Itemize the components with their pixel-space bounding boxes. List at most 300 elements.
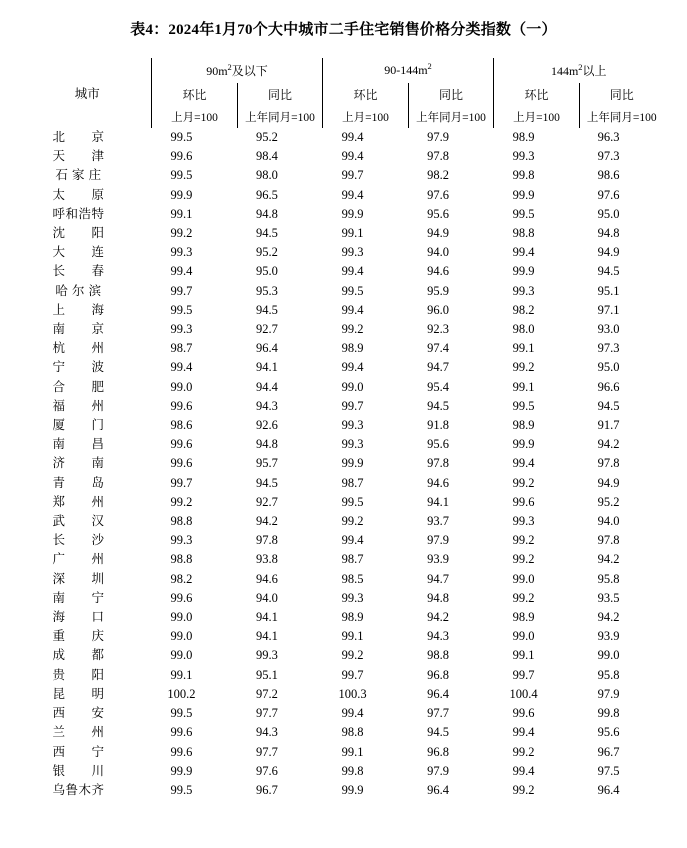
index-value-cell: 94.1	[256, 629, 278, 644]
index-value-cell: 95.2	[256, 130, 278, 144]
table-row	[23, 282, 663, 301]
index-value-cell: 99.4	[512, 456, 535, 471]
index-value-cell: 99.3	[256, 648, 278, 663]
index-value-cell: 99.9	[341, 456, 364, 471]
index-value-cell: 97.9	[427, 763, 449, 778]
city-name-cell: 乌鲁木齐	[52, 782, 105, 797]
city-name-cell: 南 宁	[52, 590, 105, 605]
index-value-cell: 99.3	[170, 245, 193, 260]
table-row	[23, 646, 663, 665]
city-name-cell: 沈 阳	[52, 226, 105, 241]
index-value-cell: 100.3	[338, 686, 367, 701]
table-row	[23, 723, 663, 742]
city-name-cell: 厦 门	[52, 418, 105, 433]
table-row	[23, 378, 663, 397]
index-value-cell: 96.0	[427, 302, 449, 317]
index-value-cell: 98.8	[512, 226, 535, 241]
index-value-cell: 99.7	[170, 475, 193, 490]
index-value-cell: 99.0	[170, 629, 193, 644]
index-value-cell: 94.3	[256, 725, 278, 740]
index-value-cell: 99.2	[512, 590, 535, 605]
index-value-cell: 94.8	[427, 590, 449, 605]
index-value-cell: 95.6	[597, 725, 620, 740]
index-value-cell: 97.8	[427, 149, 449, 164]
index-value-cell: 97.8	[597, 456, 620, 471]
index-value-cell: 99.2	[341, 322, 364, 337]
index-value-cell: 95.8	[597, 571, 620, 586]
index-value-cell: 99.2	[341, 648, 364, 663]
index-value-cell: 99.3	[341, 590, 364, 605]
index-value-cell: 92.3	[427, 322, 449, 337]
index-value-cell: 99.5	[341, 494, 364, 509]
index-value-cell: 97.1	[597, 302, 620, 317]
index-value-cell: 99.3	[341, 437, 364, 452]
city-name-cell: 兰 州	[52, 725, 105, 740]
index-value-cell: 97.9	[427, 533, 449, 548]
col-header-mom-small: 环比	[151, 83, 237, 106]
index-value-cell: 96.4	[256, 341, 278, 356]
city-name-cell: 武 汉	[52, 514, 105, 529]
city-name-cell: 福 州	[52, 398, 105, 413]
city-name-cell: 哈 尔 滨	[55, 283, 102, 298]
index-value-cell: 97.9	[597, 686, 620, 701]
index-value-cell: 97.8	[427, 456, 449, 471]
index-value-cell: 96.8	[427, 744, 449, 759]
index-value-cell: 99.3	[170, 533, 193, 548]
index-value-cell: 95.0	[256, 264, 278, 279]
table-row	[23, 743, 663, 762]
index-value-cell: 98.0	[512, 322, 535, 337]
index-value-cell: 99.4	[341, 706, 364, 721]
index-value-cell: 96.7	[256, 782, 278, 797]
index-value-cell: 94.1	[256, 360, 278, 375]
index-value-cell: 99.4	[341, 187, 364, 202]
superscript-2: 2	[578, 61, 583, 72]
city-name-cell: 宁 波	[52, 360, 105, 375]
index-value-cell: 99.2	[512, 360, 535, 375]
index-value-cell: 98.4	[256, 149, 278, 164]
index-value-cell: 99.4	[341, 264, 364, 279]
table-row	[23, 512, 663, 531]
index-value-cell: 99.5	[512, 206, 535, 221]
index-value-cell: 94.4	[256, 379, 278, 394]
index-value-cell: 97.9	[427, 130, 449, 144]
index-value-cell: 96.5	[256, 187, 278, 202]
table-row	[23, 454, 663, 473]
index-value-cell: 94.9	[427, 226, 449, 241]
index-value-cell: 95.8	[597, 667, 620, 682]
index-value-cell: 94.1	[427, 494, 449, 509]
price-index-table	[23, 58, 663, 800]
city-name-cell: 广 州	[52, 552, 105, 567]
index-value-cell: 92.6	[256, 418, 278, 433]
base-label-yoy-medium: 上年同月=100	[409, 106, 494, 128]
city-name-cell: 石 家 庄	[55, 168, 102, 183]
index-value-cell: 99.4	[170, 264, 193, 279]
city-name-cell: 杭 州	[52, 341, 105, 356]
index-value-cell: 94.9	[597, 245, 620, 260]
table-row	[23, 435, 663, 454]
city-name-cell: 南 昌	[52, 437, 105, 452]
city-name-cell: 青 岛	[52, 475, 105, 490]
city-name-cell: 贵 阳	[52, 667, 105, 682]
col-header-city: 城市	[23, 58, 151, 128]
col-header-yoy-large: 同比	[609, 88, 634, 102]
index-value-cell: 98.0	[256, 168, 278, 183]
index-value-cell: 100.2	[167, 686, 196, 701]
index-value-cell: 97.7	[427, 706, 449, 721]
index-value-cell: 99.0	[512, 571, 535, 586]
index-value-cell: 94.8	[256, 437, 278, 452]
index-value-cell: 94.0	[597, 514, 620, 529]
index-value-cell: 99.6	[512, 706, 535, 721]
table-row	[23, 627, 663, 646]
index-value-cell: 93.8	[256, 552, 278, 567]
city-name-cell: 长 春	[52, 264, 105, 279]
index-value-cell: 99.1	[170, 206, 193, 221]
index-value-cell: 98.8	[170, 552, 193, 567]
index-value-cell: 99.2	[512, 744, 535, 759]
index-value-cell: 99.5	[170, 706, 193, 721]
index-value-cell: 99.7	[341, 667, 364, 682]
index-value-cell: 99.4	[341, 360, 364, 375]
city-name-cell: 南 京	[52, 322, 105, 337]
city-name-cell: 天 津	[52, 149, 105, 164]
index-value-cell: 99.3	[512, 514, 535, 529]
index-value-cell: 99.2	[512, 782, 535, 797]
index-value-cell: 98.8	[170, 514, 193, 529]
index-value-cell: 99.3	[512, 283, 535, 298]
base-label-mom-small: 上月=100	[151, 106, 237, 128]
index-value-cell: 94.5	[256, 302, 278, 317]
index-value-cell: 98.9	[512, 130, 535, 144]
table-row	[23, 301, 663, 320]
table-row	[23, 128, 663, 147]
index-value-cell: 94.5	[597, 264, 620, 279]
index-value-cell: 99.7	[512, 667, 535, 682]
index-value-cell: 99.3	[512, 149, 535, 164]
index-value-cell: 99.9	[170, 763, 193, 778]
index-value-cell: 99.6	[170, 149, 193, 164]
index-value-cell: 93.9	[427, 552, 449, 567]
city-name-cell: 呼和浩特	[52, 206, 105, 221]
index-value-cell: 99.9	[512, 437, 535, 452]
table-header-row-groups	[23, 58, 663, 83]
index-value-cell: 99.7	[341, 398, 364, 413]
col-header-yoy-medium: 同比	[409, 83, 494, 106]
table-row	[23, 416, 663, 435]
index-value-cell: 99.4	[512, 725, 535, 740]
index-value-cell: 94.6	[256, 571, 278, 586]
index-value-cell: 99.8	[597, 706, 620, 721]
city-name-cell: 重 庆	[52, 629, 105, 644]
index-value-cell: 100.4	[509, 686, 538, 701]
table-row	[23, 531, 663, 550]
index-value-cell: 99.7	[170, 283, 193, 298]
table-row	[23, 320, 663, 339]
index-value-cell: 99.0	[170, 648, 193, 663]
index-value-cell: 99.6	[170, 725, 193, 740]
index-value-cell: 97.5	[597, 763, 620, 778]
index-value-cell: 99.3	[341, 418, 364, 433]
index-value-cell: 98.9	[512, 610, 535, 625]
index-value-cell: 94.2	[256, 514, 278, 529]
index-value-cell: 98.9	[341, 341, 364, 356]
index-value-cell: 99.2	[170, 226, 193, 241]
index-value-cell: 99.1	[512, 379, 535, 394]
index-value-cell: 96.8	[427, 667, 449, 682]
index-value-cell: 98.5	[341, 571, 364, 586]
index-value-cell: 99.3	[341, 245, 364, 260]
index-value-cell: 99.4	[512, 763, 535, 778]
city-name-cell: 西 安	[52, 706, 105, 721]
index-value-cell: 99.0	[512, 629, 535, 644]
index-value-cell: 98.7	[341, 475, 364, 490]
index-value-cell: 96.4	[427, 782, 449, 797]
index-value-cell: 97.6	[427, 187, 449, 202]
city-name-cell: 海 口	[52, 610, 105, 625]
index-value-cell: 99.4	[512, 245, 535, 260]
table-row	[23, 589, 663, 608]
index-value-cell: 99.2	[512, 552, 535, 567]
index-value-cell: 98.2	[427, 168, 449, 183]
city-name-cell: 大 连	[52, 245, 105, 260]
index-value-cell: 99.1	[512, 341, 535, 356]
index-value-cell: 99.5	[170, 168, 193, 183]
table-row	[23, 685, 663, 704]
index-value-cell: 98.2	[512, 302, 535, 317]
city-name-cell: 上 海	[52, 302, 105, 317]
index-value-cell: 97.7	[256, 706, 278, 721]
city-name-cell: 深 圳	[52, 571, 105, 586]
table-row	[23, 205, 663, 224]
index-value-cell: 94.6	[427, 264, 449, 279]
index-value-cell: 99.5	[170, 302, 193, 317]
index-value-cell: 99.2	[341, 514, 364, 529]
city-name-cell: 北 京	[52, 130, 105, 144]
index-value-cell: 95.0	[597, 206, 620, 221]
index-value-cell: 99.6	[170, 437, 193, 452]
table-row	[23, 666, 663, 685]
index-value-cell: 94.2	[597, 610, 620, 625]
index-value-cell: 99.3	[170, 322, 193, 337]
city-name-cell: 太 原	[52, 187, 105, 202]
base-label-mom-large: 上月=100	[494, 106, 580, 128]
index-value-cell: 95.1	[256, 667, 278, 682]
superscript-2: 2	[227, 61, 232, 72]
index-value-cell: 96.3	[597, 130, 620, 144]
index-value-cell: 99.6	[170, 744, 193, 759]
index-value-cell: 94.2	[597, 437, 620, 452]
city-name-cell: 济 南	[52, 456, 105, 471]
index-value-cell: 97.6	[597, 187, 620, 202]
table-row	[23, 186, 663, 205]
index-value-cell: 94.0	[427, 245, 449, 260]
index-value-cell: 99.9	[341, 206, 364, 221]
index-value-cell: 98.2	[170, 571, 193, 586]
index-value-cell: 95.9	[427, 283, 449, 298]
index-value-cell: 99.6	[170, 456, 193, 471]
city-name-cell: 郑 州	[52, 494, 105, 509]
index-value-cell: 99.9	[512, 187, 535, 202]
index-value-cell: 99.5	[512, 398, 535, 413]
superscript-2: 2	[427, 60, 432, 71]
col-group-header-medium: $90-144m^2$	[323, 58, 494, 83]
index-value-cell: 99.5	[170, 130, 193, 144]
index-value-cell: 99.6	[512, 494, 535, 509]
col-group-header-small: $90m^2$及以下	[151, 58, 322, 83]
index-value-cell: 97.6	[256, 763, 278, 778]
index-value-cell: 99.0	[341, 379, 364, 394]
base-label-mom-medium: 上月=100	[323, 106, 409, 128]
index-value-cell: 99.1	[170, 667, 193, 682]
col-header-mom-medium: 环比	[323, 83, 409, 106]
index-value-cell: 99.9	[341, 782, 364, 797]
index-value-cell: 92.7	[256, 322, 278, 337]
table-row	[23, 762, 663, 781]
index-value-cell: 97.8	[597, 533, 620, 548]
index-value-cell: 94.7	[427, 571, 449, 586]
index-value-cell: 94.3	[256, 398, 278, 413]
city-name-cell: 成 都	[52, 648, 105, 663]
document-page	[0, 20, 687, 848]
index-value-cell: 91.7	[597, 418, 620, 433]
table-row	[23, 781, 663, 800]
index-value-cell: 94.6	[427, 475, 449, 490]
table-row	[23, 608, 663, 627]
index-value-cell: 99.2	[512, 533, 535, 548]
table-row	[23, 474, 663, 493]
index-value-cell: 93.5	[597, 590, 620, 605]
index-value-cell: 93.0	[597, 322, 620, 337]
index-value-cell: 96.7	[597, 744, 620, 759]
index-value-cell: 99.0	[170, 610, 193, 625]
index-value-cell: 95.2	[597, 494, 620, 509]
city-name-cell: 昆 明	[52, 686, 105, 701]
index-value-cell: 98.8	[341, 725, 364, 740]
base-label-yoy-large: 上年同月=100	[586, 112, 657, 124]
index-value-cell: 95.6	[427, 437, 449, 452]
index-value-cell: 95.3	[256, 283, 278, 298]
index-value-cell: 97.7	[256, 744, 278, 759]
index-value-cell: 94.8	[256, 206, 278, 221]
index-value-cell: 95.1	[597, 283, 620, 298]
index-value-cell: 99.4	[341, 533, 364, 548]
index-value-cell: 94.0	[256, 590, 278, 605]
index-value-cell: 99.2	[512, 475, 535, 490]
index-value-cell: 96.4	[597, 782, 620, 797]
index-value-cell: 99.1	[512, 648, 535, 663]
base-label-yoy-small: 上年同月=100	[237, 106, 322, 128]
index-value-cell: 98.9	[341, 610, 364, 625]
table-row	[23, 493, 663, 512]
city-name-cell: 长 沙	[52, 533, 105, 548]
table-row	[23, 397, 663, 416]
index-value-cell: 93.9	[597, 629, 620, 644]
table-row	[23, 166, 663, 185]
index-value-cell: 99.6	[170, 398, 193, 413]
index-value-cell: 91.8	[427, 418, 449, 433]
index-value-cell: 96.4	[427, 686, 449, 701]
index-value-cell: 98.7	[170, 341, 193, 356]
index-value-cell: 99.0	[170, 379, 193, 394]
index-value-cell: 97.8	[256, 533, 278, 548]
index-value-cell: 99.9	[170, 187, 193, 202]
index-value-cell: 94.9	[597, 475, 620, 490]
city-name-cell: 合 肥	[52, 379, 105, 394]
table-row	[23, 147, 663, 166]
col-header-yoy-small: 同比	[237, 83, 322, 106]
table-row	[23, 550, 663, 569]
index-value-cell: 95.4	[427, 379, 449, 394]
index-value-cell: 98.8	[427, 648, 449, 663]
index-value-cell: 94.1	[256, 610, 278, 625]
index-value-cell: 93.7	[427, 514, 449, 529]
index-value-cell: 99.2	[170, 494, 193, 509]
index-value-cell: 99.8	[341, 763, 364, 778]
index-value-cell: 98.6	[170, 418, 193, 433]
index-value-cell: 99.8	[512, 168, 535, 183]
index-value-cell: 99.6	[170, 590, 193, 605]
index-value-cell: 94.5	[427, 398, 449, 413]
index-value-cell: 99.7	[341, 168, 364, 183]
table-row	[23, 262, 663, 281]
city-name-cell: 银 川	[52, 763, 105, 778]
table-row	[23, 704, 663, 723]
index-value-cell: 99.1	[341, 226, 364, 241]
index-value-cell: 95.2	[256, 245, 278, 260]
col-header-mom-large: 环比	[494, 83, 580, 106]
index-value-cell: 94.5	[256, 475, 278, 490]
index-value-cell: 94.7	[427, 360, 449, 375]
index-value-cell: 97.2	[256, 686, 278, 701]
index-value-cell: 94.2	[427, 610, 449, 625]
index-value-cell: 99.0	[597, 648, 620, 663]
index-value-cell: 99.5	[170, 782, 193, 797]
index-value-cell: 92.7	[256, 494, 278, 509]
index-value-cell: 99.5	[341, 283, 364, 298]
index-value-cell: 95.6	[427, 206, 449, 221]
table-body	[23, 128, 663, 800]
index-value-cell: 94.5	[256, 226, 278, 241]
table-row	[23, 224, 663, 243]
index-value-cell: 94.5	[597, 398, 620, 413]
table-row	[23, 339, 663, 358]
index-value-cell: 99.1	[341, 744, 364, 759]
index-value-cell: 94.3	[427, 629, 449, 644]
index-value-cell: 99.4	[341, 302, 364, 317]
index-value-cell: 94.5	[427, 725, 449, 740]
col-group-header-large: $144m^2$以上	[550, 61, 607, 78]
city-name-cell: 西 宁	[52, 744, 105, 759]
index-value-cell: 98.6	[597, 168, 620, 183]
page-title: 表4：2024年1月70个大中城市二手住宅销售价格分类指数（一）	[130, 22, 557, 38]
index-value-cell: 95.7	[256, 456, 278, 471]
index-value-cell: 98.7	[341, 552, 364, 567]
index-value-cell: 99.4	[341, 130, 364, 144]
index-value-cell: 97.3	[597, 149, 620, 164]
index-value-cell: 99.4	[341, 149, 364, 164]
index-value-cell: 98.9	[512, 418, 535, 433]
index-value-cell: 97.3	[597, 341, 620, 356]
table-row	[23, 570, 663, 589]
index-value-cell: 99.4	[170, 360, 193, 375]
index-value-cell: 97.4	[427, 341, 449, 356]
index-value-cell: 99.9	[512, 264, 535, 279]
index-value-cell: 99.1	[341, 629, 364, 644]
index-value-cell: 95.0	[597, 360, 620, 375]
index-value-cell: 94.2	[597, 552, 620, 567]
